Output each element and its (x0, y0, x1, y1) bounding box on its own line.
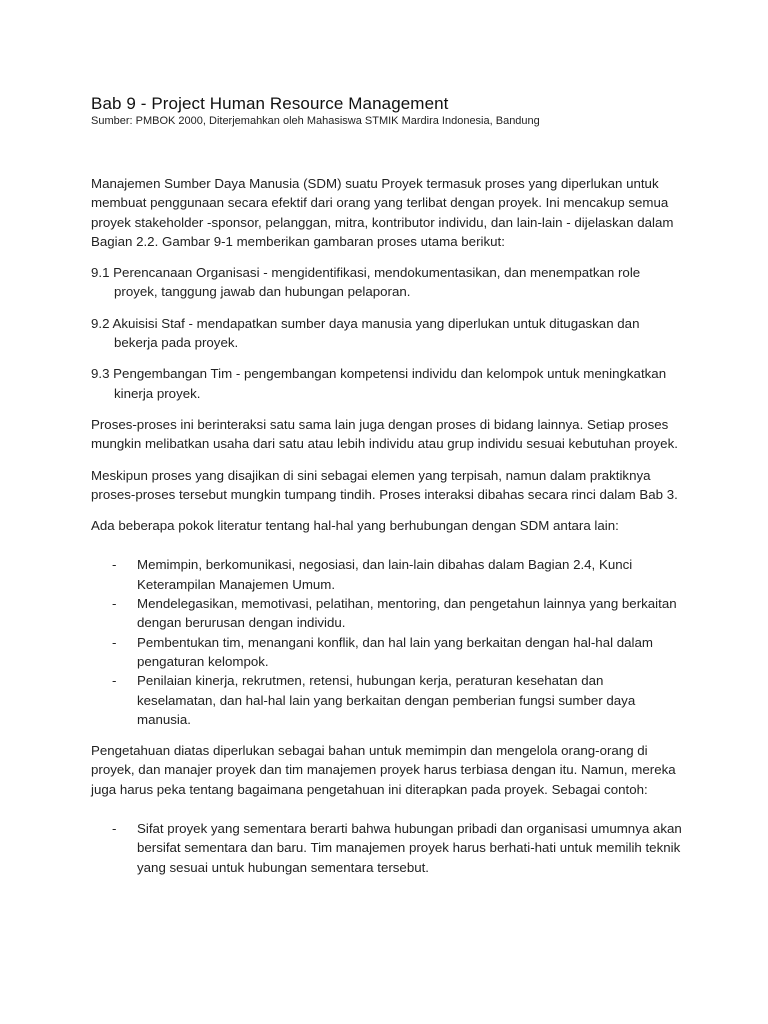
bullet-dash: - (112, 557, 117, 573)
document-title: Bab 9 - Project Human Resource Management (91, 94, 449, 113)
list-item (91, 594, 686, 633)
interaction-paragraph: Proses-proses ini berinteraksi satu sama lain juga dengan proses di bidang lainnya. Setiap proses mungkin melibatkan usaha dari satu atau lebih individu atau grup individu sesuai kebutuhan proyek. (91, 416, 678, 452)
list-item-text: Sifat proyek yang sementara berarti bahwa hubungan pribadi dan organisasi umumnya akan bersifat sementara dan baru. Tim manajemen proyek harus berhati-hati untuk memilih teknik yang sesuai untuk hubungan sementara tersebut. (137, 821, 682, 875)
bullet-dash: - (112, 821, 117, 837)
list-item (91, 633, 686, 672)
process-item-9-1: 9.1 Perencanaan Organisasi - mengidentifikasi, mendokumentasikan, dan menempatkan role proyek, tanggung jawab dan hubungan pelaporan. (91, 265, 641, 300)
bullet-dash: - (112, 634, 117, 650)
overlap-paragraph: Meskipun proses yang disajikan di sini sebagai elemen yang terpisah, namun dalam praktiknya proses-proses tersebut mungkin tumpang tindih. Proses interaksi dibahas secara rinci dalam Bab 3. (91, 467, 678, 502)
process-item-9-3: 9.3 Pengembangan Tim - pengembangan kompetensi individu dan kelompok untuk meningkatkan kinerja proyek. (91, 366, 667, 401)
document-page (91, 94, 686, 889)
bullet-dash: - (112, 673, 117, 689)
intro-paragraph: Manajemen Sumber Daya Manusia (SDM) suatu Proyek termasuk proses yang diperlukan untuk membuat penggunaan secara efektif dari orang yang terlibat dengan proyek. Ini mencakup semua proyek stakeholder -sponsor, pelanggan, mitra, kontributor individu, dan lain-lain - dijelaskan dalam Bagian 2.2. Gambar 9-1 memberikan gambaran proses utama berikut: (91, 176, 674, 249)
example-list (91, 819, 686, 877)
list-item-text: Mendelegasikan, memotivasi, pelatihan, mentoring, dan pengetahun lainnya yang berkaitan dengan berurusan dengan individu. (137, 596, 677, 631)
document-body (91, 174, 686, 877)
list-item-text: Penilaian kinerja, rekrutmen, retensi, hubungan kerja, peraturan kesehatan dan keselamatan, dan hal-hal lain yang berkaitan dengan pemberian fungsi sumber daya manusia. (137, 673, 636, 727)
list-item (91, 671, 686, 729)
process-item-9-2: 9.2 Akuisisi Staf - mendapatkan sumber daya manusia yang diperlukan untuk ditugaskan dan bekerja pada proyek. (91, 315, 640, 351)
list-item-text: Memimpin, berkomunikasi, negosiasi, dan lain-lain dibahas dalam Bagian 2.4, Kunci Keterampilan Manajemen Umum. (137, 557, 633, 592)
literature-paragraph: Ada beberapa pokok literatur tentang hal-hal yang berhubungan dengan SDM antara lain: (91, 518, 619, 534)
list-item (91, 555, 686, 594)
bullet-dash: - (112, 596, 117, 612)
list-item-text: Pembentukan tim, menangani konflik, dan hal lain yang berkaitan dengan hal-hal dalam pengaturan kelompok. (137, 634, 653, 669)
list-item (91, 819, 686, 877)
document-subtitle: Sumber: PMBOK 2000, Diterjemahkan oleh Mahasiswa STMIK Mardira Indonesia, Bandung (91, 115, 540, 127)
knowledge-paragraph: Pengetahuan diatas diperlukan sebagai bahan untuk memimpin dan mengelola orang-orang di proyek, dan manajer proyek dan tim manajemen proyek harus terbiasa dengan itu. Namun, mereka juga harus peka tentang bagaimana pengetahuan ini diterapkan pada proyek. Sebagai contoh: (91, 743, 676, 797)
literature-list (91, 555, 686, 729)
